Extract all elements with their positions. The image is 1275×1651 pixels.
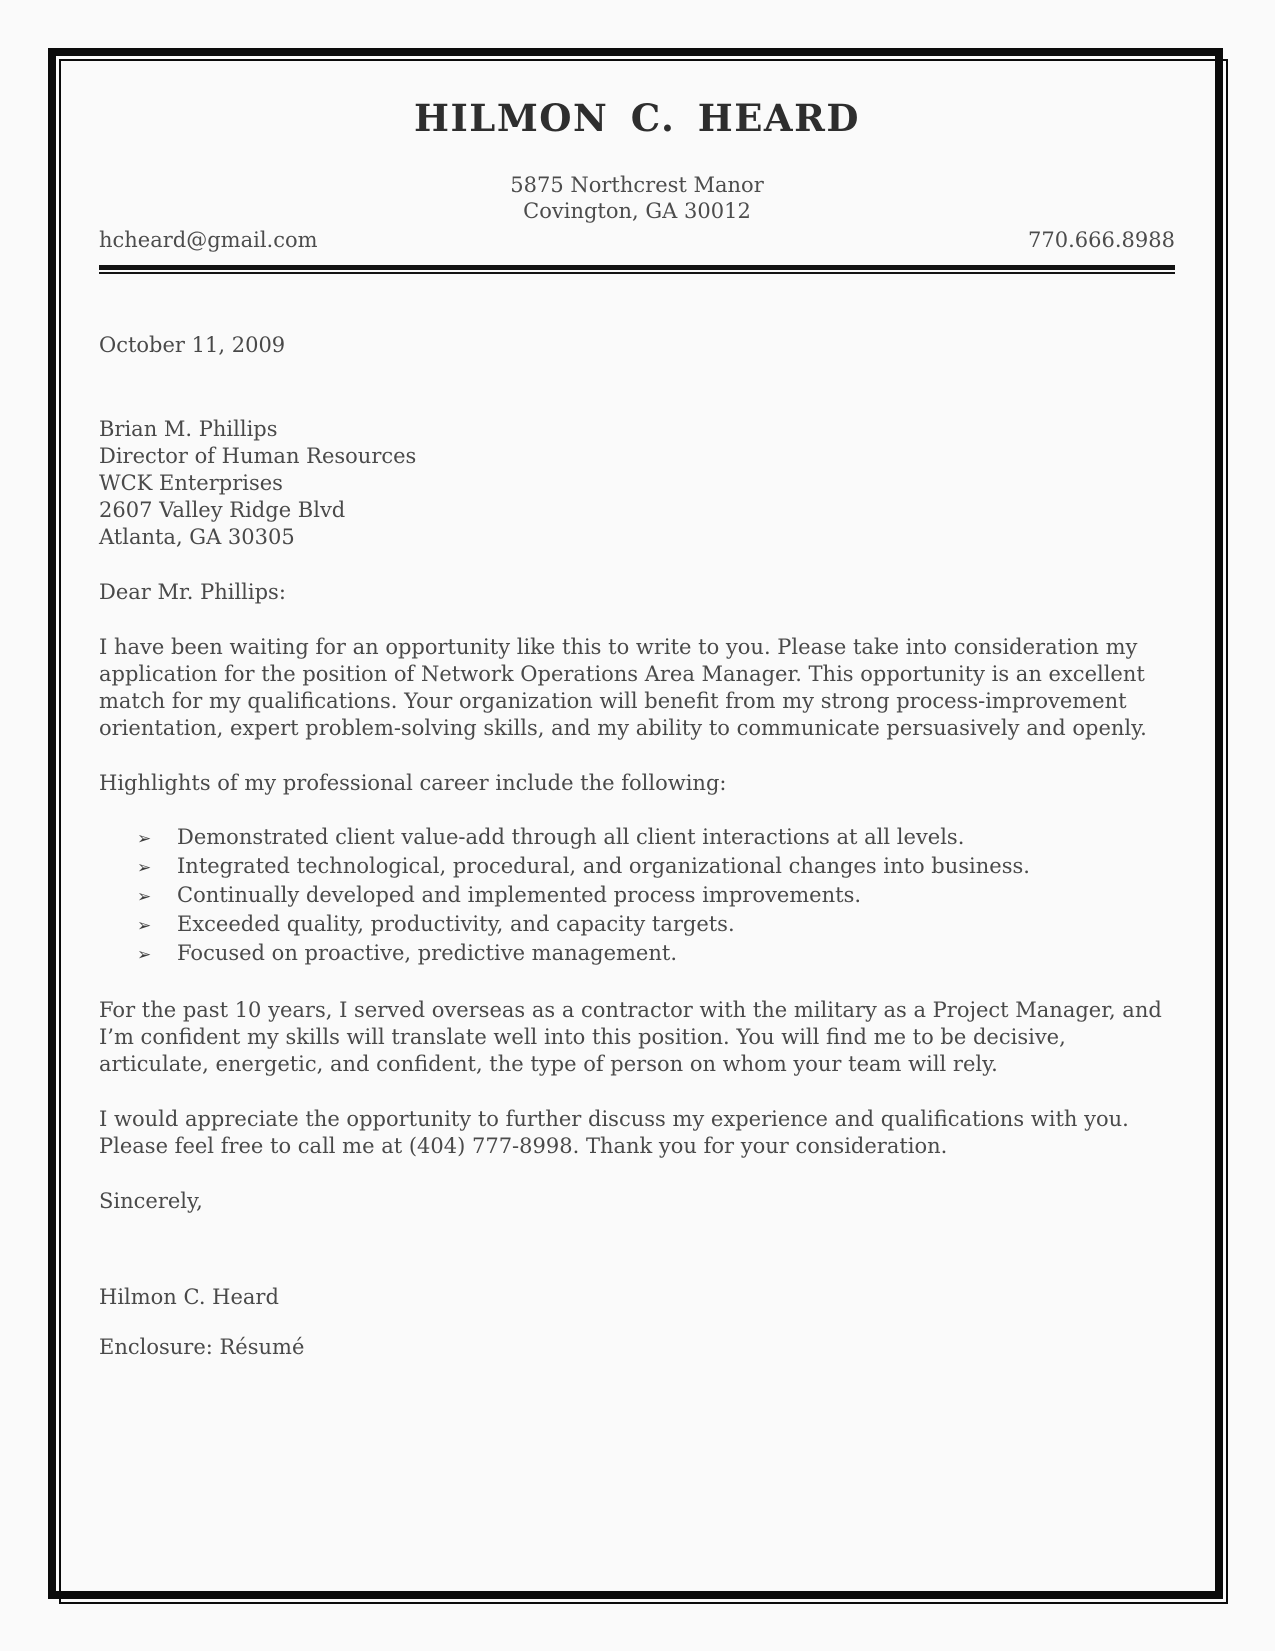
highlights-list: [99, 824, 1175, 969]
sender-address-line2: Covington, GA 30012: [523, 199, 751, 223]
list-item: [99, 853, 1175, 882]
salutation: Dear Mr. Phillips:: [99, 580, 286, 604]
arrow-bullet-icon: ➢: [137, 858, 152, 878]
list-item: [99, 882, 1175, 911]
list-item-text: Exceeded quality, productivity, and capacity targets.: [177, 912, 735, 936]
sender-address-line1: 5875 Northcrest Manor: [510, 173, 764, 197]
list-item-text: Focused on proactive, predictive management.: [177, 941, 678, 965]
letter-date: October 11, 2009: [99, 333, 286, 357]
list-item-text: Continually developed and implemented process improvements.: [177, 883, 862, 907]
highlights-intro: Highlights of my professional career include the following:: [99, 771, 727, 795]
header-divider: [99, 265, 1175, 274]
enclosure-note: Enclosure: Résumé: [99, 1335, 305, 1359]
header-divider-thick-line: [99, 265, 1175, 270]
list-item: [99, 911, 1175, 940]
letter-content: [99, 96, 1175, 1361]
header-divider-thin-line: [99, 272, 1175, 274]
recipient-city: Atlanta, GA 30305: [99, 525, 295, 549]
body-paragraph-3: I would appreciate the opportunity to further discuss my experience and qualifications with you. Please feel free to call me at (404) 777-8998. Thank you for your consideration.: [99, 1107, 1129, 1158]
sender-email: hcheard@gmail.com: [99, 228, 318, 252]
letterhead: [99, 96, 1175, 274]
list-item-text: Demonstrated client value-add through all client interactions at all levels.: [177, 825, 965, 849]
arrow-bullet-icon: ➢: [137, 916, 152, 936]
arrow-bullet-icon: ➢: [137, 887, 152, 907]
sender-name: HILMON C. HEARD: [414, 96, 860, 140]
recipient-title: Director of Human Resources: [99, 444, 417, 468]
arrow-bullet-icon: ➢: [137, 829, 152, 849]
recipient-name: Brian M. Phillips: [99, 417, 278, 441]
body-paragraph-1: I have been waiting for an opportunity like this to write to you. Please take into consideration my application for the position of Network Operations Area Manager. This opportunity is an excellent match for my qualifications. Your organization will benefit from my strong process-improvement orientation, expert problem-solving skills, and my ability to communicate persuasively and openly.: [99, 635, 1147, 740]
recipient-block: [99, 416, 1175, 551]
recipient-street: 2607 Valley Ridge Blvd: [99, 498, 346, 522]
recipient-company: WCK Enterprises: [99, 471, 283, 495]
arrow-bullet-icon: ➢: [137, 945, 152, 965]
list-item-text: Integrated technological, procedural, and organizational changes into business.: [177, 854, 1030, 878]
contact-row: [99, 227, 1175, 254]
sender-phone: 770.666.8988: [1028, 228, 1175, 252]
closing: Sincerely,: [99, 1189, 203, 1213]
signature-name: Hilmon C. Heard: [99, 1285, 279, 1309]
body-paragraph-2: For the past 10 years, I served overseas as a contractor with the military as a Project Manager, and I’m confident my skills will translate well into this position. You will find me to be decisive, articulate, energetic, and confident, the type of person on whom your team will rely.: [99, 998, 1162, 1076]
sender-address: [99, 172, 1175, 224]
list-item: [99, 940, 1175, 969]
list-item: [99, 824, 1175, 853]
